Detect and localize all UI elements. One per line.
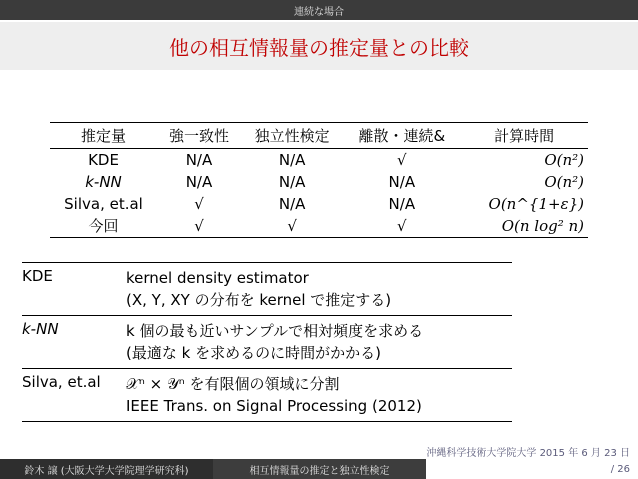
row-time: O(n²) xyxy=(544,151,584,169)
row-mixed: √ xyxy=(343,215,460,238)
col-header-estimator: 推定量 xyxy=(50,123,157,149)
definition-line: 𝒳ⁿ × 𝒴ⁿ を有限個の領域に分割 xyxy=(126,375,340,393)
row-method: k-NN xyxy=(85,173,122,191)
row-time: O(n log² n) xyxy=(460,215,588,238)
section-label: 連続な場合 xyxy=(294,6,344,18)
table-row xyxy=(50,215,588,238)
row-consistency: √ xyxy=(194,195,204,213)
definition-term: Silva, et.al xyxy=(22,373,101,391)
table-row xyxy=(50,171,588,193)
title-bar xyxy=(0,22,638,70)
footer-author: 鈴木 譲 (大阪大学大学院理学研究科) xyxy=(0,459,213,479)
definition-row xyxy=(22,262,512,315)
definition-desc xyxy=(126,373,512,417)
row-independence: N/A xyxy=(278,173,306,191)
definition-line: IEEE Trans. on Signal Processing (2012) xyxy=(126,397,422,415)
col-header-time: 計算時間 xyxy=(460,123,588,149)
row-time: O(n^{1+ε}) xyxy=(488,195,584,213)
definition-line: kernel density estimator xyxy=(126,269,309,287)
table-row xyxy=(50,193,588,215)
col-header-independence: 独立性検定 xyxy=(241,123,343,149)
definition-row xyxy=(22,368,512,422)
slide-title: 他の相互情報量の推定量との比較 xyxy=(169,35,469,60)
row-method: Silva, et.al xyxy=(64,195,143,213)
row-consistency: N/A xyxy=(185,151,213,169)
row-time: O(n²) xyxy=(544,173,584,191)
row-method: 今回 xyxy=(50,215,157,238)
footer-bar xyxy=(0,459,638,479)
definition-desc xyxy=(126,267,512,311)
footer-venue-date: 沖縄科学技術大学院大学 2015 年 6 月 23 日 xyxy=(426,448,630,459)
row-independence: N/A xyxy=(278,151,306,169)
table-header-row xyxy=(50,123,588,149)
footer-page-number: / 26 xyxy=(426,459,638,479)
table-row xyxy=(50,149,588,172)
definition-line: (X, Y, XY の分布を kernel で推定する) xyxy=(126,291,392,309)
row-mixed: √ xyxy=(397,151,407,169)
col-header-mixed: 離散・連続& xyxy=(343,123,460,149)
definition-desc xyxy=(126,320,512,364)
definitions-table xyxy=(22,262,512,422)
definition-row xyxy=(22,315,512,368)
row-mixed: N/A xyxy=(388,173,416,191)
definition-line: k 個の最も近いサンプルで相対頻度を求める xyxy=(126,322,424,340)
col-header-consistency: 強一致性 xyxy=(157,123,241,149)
comparison-table xyxy=(50,122,588,238)
definition-line: (最適な k を求めるのに時間がかかる) xyxy=(126,344,381,362)
row-mixed: N/A xyxy=(388,195,416,213)
row-independence: √ xyxy=(241,215,343,238)
section-bar xyxy=(0,0,638,20)
row-consistency: N/A xyxy=(185,173,213,191)
row-consistency: √ xyxy=(157,215,241,238)
row-independence: N/A xyxy=(278,195,306,213)
footer-talk-title: 相互情報量の推定と独立性検定 xyxy=(213,459,426,479)
definition-term: KDE xyxy=(22,267,53,285)
definition-term: k-NN xyxy=(22,320,59,338)
row-method: KDE xyxy=(88,151,119,169)
